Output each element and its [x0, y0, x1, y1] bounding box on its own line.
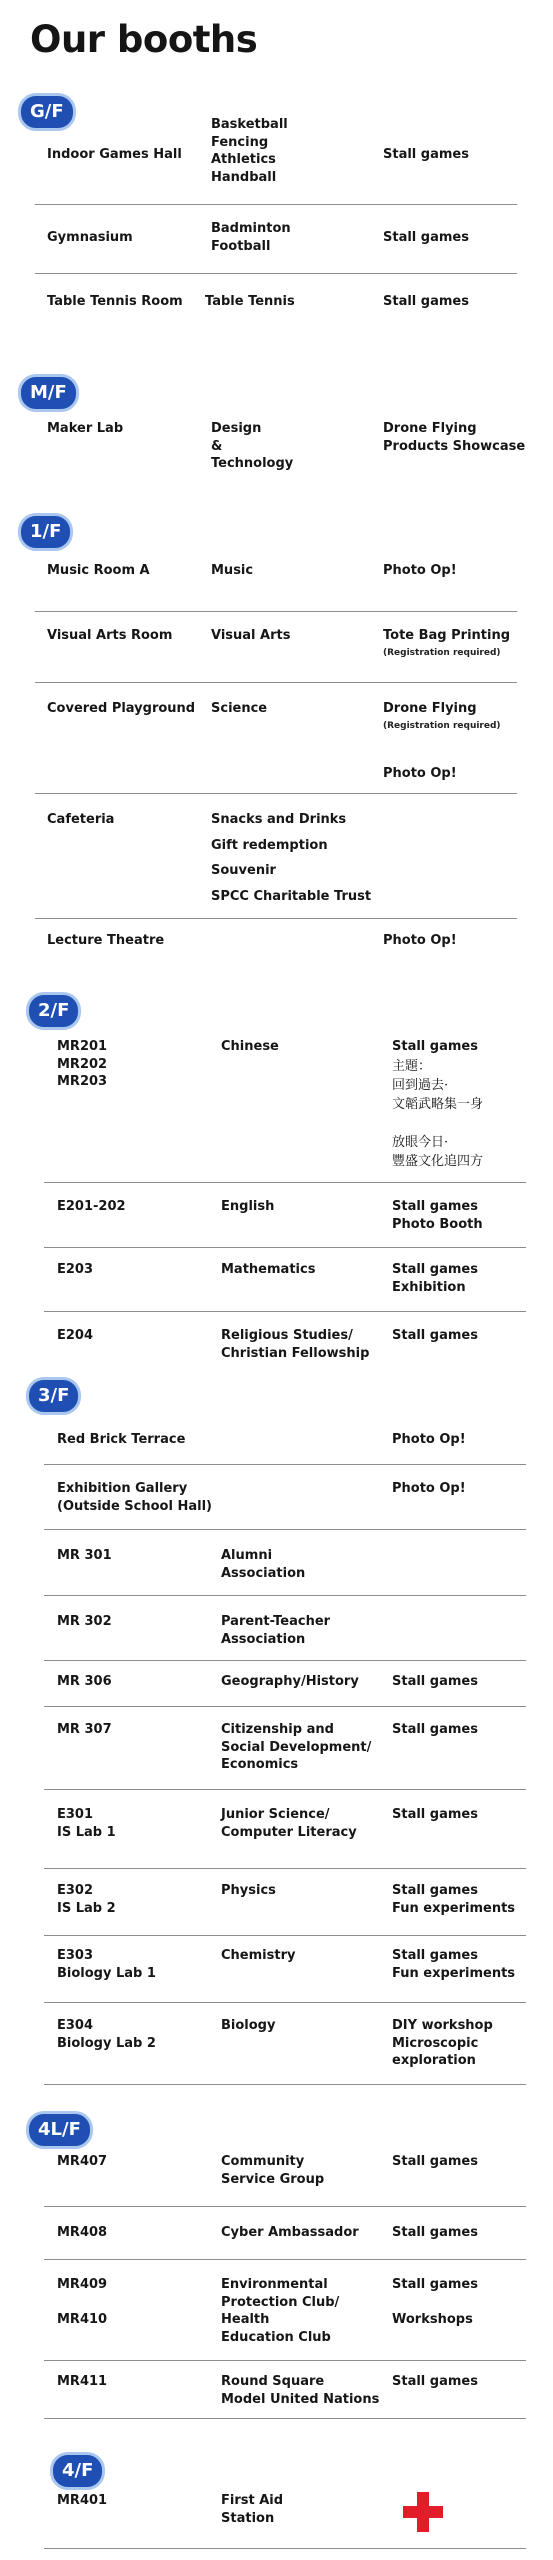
booth-activity: Stall games Fun experiments: [392, 1948, 516, 1981]
room-name: E304 Biology Lab 2: [57, 2018, 156, 2051]
room-name: Table Tennis Room: [47, 294, 183, 309]
divider: [44, 2206, 526, 2207]
room-name: Maker Lab: [47, 421, 124, 436]
booth-subject: Religious Studies/ Christian Fellowship: [221, 1328, 370, 1361]
registration-note: (Registration required): [383, 721, 501, 731]
booth-activity: Stall games: [392, 2374, 478, 2389]
floor-badge-gf: G/F: [18, 93, 76, 131]
divider: [44, 1935, 526, 1936]
floor-badge-4lf: 4L/F: [26, 2111, 93, 2149]
divider: [35, 204, 517, 205]
divider: [44, 1789, 526, 1790]
booth-activity: Drone Flying Products Showcase: [383, 421, 526, 454]
booth-activity: Photo Op!: [392, 1432, 466, 1447]
room-name: E302 IS Lab 2: [57, 1883, 116, 1916]
booth-activity: Stall games: [392, 1674, 478, 1689]
booth-activity: Photo Op!: [392, 1481, 466, 1496]
divider: [44, 1706, 526, 1707]
room-name: MR409 MR410: [57, 2277, 108, 2327]
room-name: MR 307: [57, 1722, 112, 1737]
booth-activity: Stall games: [383, 230, 469, 245]
divider: [44, 2259, 526, 2260]
booth-subject: Table Tennis: [205, 294, 295, 309]
divider: [35, 273, 517, 274]
booth-activity-extra: Photo Op!: [383, 766, 457, 781]
registration-note: (Registration required): [383, 648, 501, 658]
booth-subject: Citizenship and Social Development/ Economics: [221, 1722, 372, 1772]
room-name: Gymnasium: [47, 230, 133, 245]
divider: [44, 1182, 526, 1183]
divider: [44, 1868, 526, 1869]
booth-subject: Alumni Association: [221, 1548, 306, 1581]
booth-subject: Biology: [221, 2018, 276, 2033]
floor-badge-1f: 1/F: [18, 513, 73, 551]
booth-subject: Round Square Model United Nations: [221, 2374, 380, 2407]
divider: [44, 1660, 526, 1661]
booth-activity: Stall games: [392, 2225, 478, 2240]
room-name: MR408: [57, 2225, 108, 2240]
room-name: Covered Playground: [47, 701, 196, 716]
booth-subject: Basketball Fencing Athletics Handball: [211, 117, 288, 185]
booth-subject: Parent-Teacher Association: [221, 1614, 331, 1647]
booth-subject: English: [221, 1199, 275, 1214]
booth-subject: Chemistry: [221, 1948, 296, 1963]
room-name: Music Room A: [47, 563, 150, 578]
room-name: E203: [57, 1262, 94, 1277]
room-name: Exhibition Gallery (Outside School Hall): [57, 1481, 212, 1514]
booth-activity: Stall games Photo Booth: [392, 1199, 483, 1232]
booth-activity: Drone Flying: [383, 701, 477, 716]
room-name: Indoor Games Hall: [47, 147, 182, 162]
first-aid-cross-icon: [403, 2492, 443, 2532]
room-name: Red Brick Terrace: [57, 1432, 186, 1447]
booth-activity: Photo Op!: [383, 933, 457, 948]
booth-activity: Stall games: [383, 147, 469, 162]
booth-subject: Community Service Group: [221, 2154, 325, 2187]
booth-activity: Stall games: [392, 1722, 478, 1737]
booth-activity: DIY workshop Microscopic exploration: [392, 2018, 493, 2068]
divider: [44, 1247, 526, 1248]
booth-activity: Stall games Exhibition: [392, 1262, 478, 1295]
floor-badge-2f: 2/F: [26, 992, 81, 1030]
room-name: MR 301: [57, 1548, 112, 1563]
chinese-theme-text: 主題： 回到過去· 文韜武略集一身 放眼今日· 豐盛文化追四方: [392, 1059, 484, 1169]
booth-activity: Stall games: [392, 1039, 478, 1054]
floor-badge-4f: 4/F: [50, 2452, 105, 2490]
divider: [35, 793, 517, 794]
divider: [35, 682, 517, 683]
booth-activity: Stall games Fun experiments: [392, 1883, 516, 1916]
booth-subject: Visual Arts: [211, 628, 291, 643]
room-name: E301 IS Lab 1: [57, 1807, 116, 1840]
booth-subject: Mathematics: [221, 1262, 316, 1277]
booth-subject: Music: [211, 563, 254, 578]
room-name: E303 Biology Lab 1: [57, 1948, 156, 1981]
booth-subject: Snacks and Drinks Gift redemption Souvenir SPCC Charitable Trust: [211, 812, 372, 904]
divider: [44, 1311, 526, 1312]
booth-subject: Chinese: [221, 1039, 279, 1054]
divider: [35, 611, 517, 612]
divider: [44, 1529, 526, 1530]
booth-subject: Badminton Football: [211, 221, 291, 254]
booth-subject: Geography/History: [221, 1674, 359, 1689]
room-name: E201-202: [57, 1199, 126, 1214]
room-name: Cafeteria: [47, 812, 115, 827]
divider: [44, 1595, 526, 1596]
room-name: MR401: [57, 2493, 108, 2508]
booth-activity: Tote Bag Printing: [383, 628, 511, 643]
floor-badge-mf: M/F: [18, 374, 79, 412]
divider: [44, 2002, 526, 2003]
booth-subject: Physics: [221, 1883, 276, 1898]
room-name: MR411: [57, 2374, 108, 2389]
room-name: Lecture Theatre: [47, 933, 165, 948]
divider: [35, 918, 517, 919]
booth-subject: First Aid Station: [221, 2493, 284, 2526]
booth-activity: Photo Op!: [383, 563, 457, 578]
booth-subject: Science: [211, 701, 268, 716]
divider: [44, 2084, 526, 2085]
booth-activity: Stall games: [392, 2154, 478, 2169]
room-name: E204: [57, 1328, 94, 1343]
booth-subject: Design & Technology: [211, 421, 294, 471]
room-name: MR 306: [57, 1674, 112, 1689]
booth-subject: Environmental Protection Club/ Health Education Club: [221, 2277, 340, 2345]
booth-subject: Cyber Ambassador: [221, 2225, 359, 2240]
booth-activity: Stall games: [392, 1807, 478, 1822]
booth-activity: Stall games: [383, 294, 469, 309]
booth-activity: Stall games: [392, 1328, 478, 1343]
booth-subject: Junior Science/ Computer Literacy: [221, 1807, 357, 1840]
room-name: MR 302: [57, 1614, 112, 1629]
room-name: MR201 MR202 MR203: [57, 1039, 108, 1089]
room-name: MR407: [57, 2154, 108, 2169]
room-name: Visual Arts Room: [47, 628, 173, 643]
divider: [44, 1464, 526, 1465]
divider: [44, 2548, 526, 2549]
divider: [44, 2360, 526, 2361]
booth-activity: Stall games Workshops: [392, 2277, 478, 2327]
page-title: Our booths: [30, 18, 258, 61]
divider: [44, 2418, 526, 2419]
floor-badge-3f: 3/F: [26, 1377, 81, 1415]
